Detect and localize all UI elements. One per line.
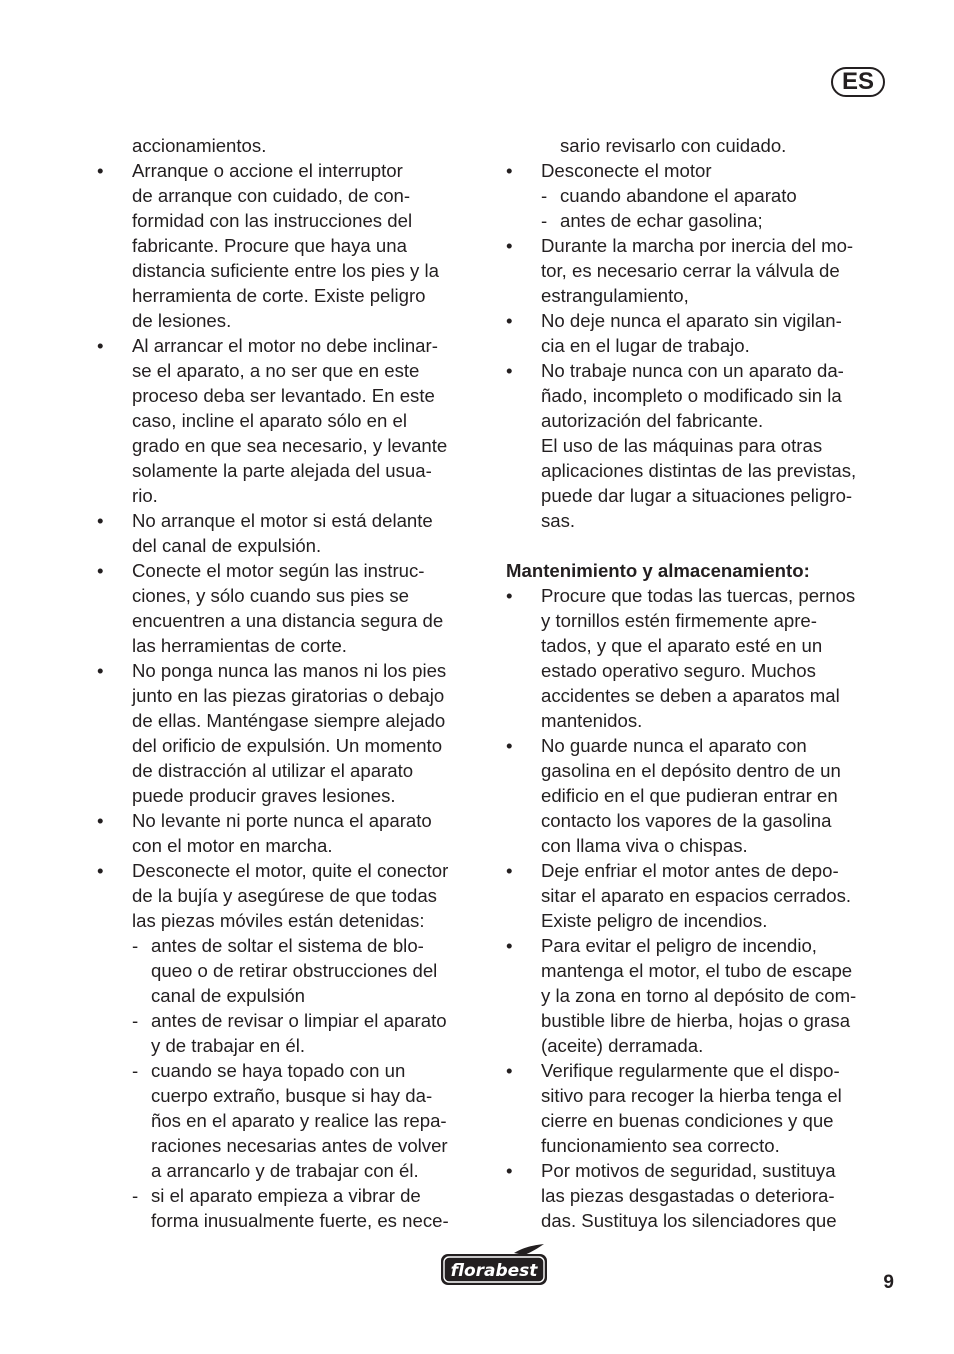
sub-item [96, 1008, 484, 1033]
bullet-item [96, 658, 484, 683]
continuation-text: mantenga el motor, el tubo de escape [541, 960, 853, 981]
bullet-item [96, 333, 484, 358]
text-line [96, 133, 484, 158]
text-line [96, 208, 484, 233]
continuation-text: las piezas desgastadas o deteriora- [541, 1185, 835, 1206]
continuation-text: bustible libre de hierba, hojas o grasa [541, 1010, 851, 1031]
continuation-text: fabricante. Procure que haya una [132, 235, 407, 256]
text-line [505, 958, 895, 983]
bullet-item [505, 233, 895, 258]
bullet-text: Conecte el motor según las instruc- [132, 560, 425, 581]
bullet-item [505, 1058, 895, 1083]
bullet-text: Verifique regularmente que el dispo- [541, 1060, 840, 1081]
dash-marker: - [132, 1010, 139, 1031]
continuation-text: ños en el aparato y realice las repa- [151, 1110, 447, 1131]
continuation-text: sitivo para recoger la hierba tenga el [541, 1085, 842, 1106]
bullet-item [505, 583, 895, 608]
continuation-text: estado operativo seguro. Muchos [541, 660, 816, 681]
dash-marker: - [541, 210, 548, 231]
text-line [505, 383, 895, 408]
text-line [505, 658, 895, 683]
continuation-text: y tornillos estén firmemente apre- [541, 610, 817, 631]
bullet-marker: • [97, 160, 104, 181]
text-line [96, 533, 484, 558]
right-column [505, 133, 895, 1233]
bullet-text: Procure que todas las tuercas, pernos [541, 585, 856, 606]
bullet-item [96, 808, 484, 833]
text-line [505, 483, 895, 508]
continuation-text: contacto los vapores de la gasolina [541, 810, 832, 831]
continuation-text: formidad con las instrucciones del [132, 210, 413, 231]
bullet-text: No arranque el motor si está delante [132, 510, 433, 531]
continuation-text: raciones necesarias antes de volver [151, 1135, 448, 1156]
bullet-item [96, 858, 484, 883]
bullet-text: Para evitar el peligro de incendio, [541, 935, 817, 956]
bullet-text: Deje enfriar el motor antes de depo- [541, 860, 839, 881]
text-line [96, 383, 484, 408]
sub-item [96, 933, 484, 958]
text-line [96, 833, 484, 858]
continuation-text: con llama viva o chispas. [541, 835, 748, 856]
continuation-text: herramienta de corte. Existe peligro [132, 285, 426, 306]
bullet-text: Arranque o accione el interruptor [132, 160, 403, 181]
continuation-text: rio. [132, 485, 158, 506]
bullet-marker: • [97, 660, 104, 681]
text-line [96, 983, 484, 1008]
text-line [505, 883, 895, 908]
continuation-text: accionamientos. [132, 135, 267, 156]
continuation-text: ñado, incompleto o modificado sin la [541, 385, 842, 406]
text-line [96, 358, 484, 383]
florabest-logo [438, 1244, 550, 1288]
bullet-item [96, 158, 484, 183]
continuation-text: autorización del fabricante. [541, 410, 764, 431]
dash-marker: - [132, 1185, 139, 1206]
text-line [505, 433, 895, 458]
bullet-text: No ponga nunca las manos ni los pies [132, 660, 447, 681]
bullet-text: Al arrancar el motor no debe inclinar- [132, 335, 438, 356]
text-line [96, 1158, 484, 1183]
text-line [505, 683, 895, 708]
continuation-text: las piezas móviles están detenidas: [132, 910, 425, 931]
text-line [505, 1208, 895, 1233]
bullet-text: Desconecte el motor, quite el conector [132, 860, 449, 881]
text-line [96, 633, 484, 658]
bullet-marker: • [506, 1060, 513, 1081]
sub-item-text: antes de echar gasolina; [560, 210, 763, 231]
continuation-text: forma inusualmente fuerte, es nece- [151, 1210, 449, 1231]
continuation-text: cierre en buenas condiciones y que [541, 1110, 834, 1131]
sub-item [505, 183, 895, 208]
bullet-marker: • [506, 1160, 513, 1181]
bullet-marker: • [97, 860, 104, 881]
text-line [96, 283, 484, 308]
text-line [505, 1008, 895, 1033]
continuation-text: de ellas. Manténgase siempre alejado [132, 710, 446, 731]
text-line [505, 908, 895, 933]
continuation-text: distancia suficiente entre los pies y la [132, 260, 439, 281]
text-line [505, 508, 895, 533]
text-line [505, 258, 895, 283]
bullet-marker: • [97, 510, 104, 531]
continuation-text: queo o de retirar obstrucciones del [151, 960, 438, 981]
text-line [96, 958, 484, 983]
sub-item [96, 1183, 484, 1208]
continuation-text: ciones, y sólo cuando sus pies se [132, 585, 409, 606]
text-line [96, 258, 484, 283]
bullet-text: No deje nunca el aparato sin vigilan- [541, 310, 842, 331]
text-line [505, 758, 895, 783]
dash-marker: - [132, 935, 139, 956]
text-line [505, 708, 895, 733]
sub-item-text: antes de soltar el sistema de blo- [151, 935, 424, 956]
continuation-text: edificio en el que pudieran entrar en [541, 785, 838, 806]
text-line [96, 233, 484, 258]
text-line [96, 683, 484, 708]
continuation-text: estrangulamiento, [541, 285, 689, 306]
bullet-item [505, 733, 895, 758]
bullet-marker: • [506, 735, 513, 756]
text-line [505, 408, 895, 433]
text-line [505, 458, 895, 483]
continuation-text: se el aparato, a no ser que en este [132, 360, 420, 381]
text-line [505, 608, 895, 633]
bullet-item [505, 308, 895, 333]
continuation-text: accidentes se deben a aparatos mal [541, 685, 840, 706]
bullet-item [96, 558, 484, 583]
text-line [96, 433, 484, 458]
bullet-marker: • [506, 235, 513, 256]
left-column [96, 133, 484, 1233]
sub-item [505, 208, 895, 233]
continuation-text: sas. [541, 510, 576, 531]
continuation-text: solamente la parte alejada del usua- [132, 460, 432, 481]
text-line [505, 808, 895, 833]
bullet-item [505, 1158, 895, 1183]
bullet-marker: • [506, 360, 513, 381]
text-line [505, 833, 895, 858]
svg-text:florabest: florabest [450, 1261, 538, 1281]
bullet-text: Por motivos de seguridad, sustituya [541, 1160, 836, 1181]
continuation-text: caso, incline el aparato sólo en el [132, 410, 407, 431]
continuation-text: El uso de las máquinas para otras [541, 435, 823, 456]
continuation-text: de arranque con cuidado, de con- [132, 185, 411, 206]
text-line [96, 458, 484, 483]
text-line [505, 1083, 895, 1108]
bullet-text: No trabaje nunca con un aparato da- [541, 360, 844, 381]
bullet-item [505, 858, 895, 883]
bullet-marker: • [97, 560, 104, 581]
sub-item [96, 1058, 484, 1083]
text-line [505, 633, 895, 658]
text-line [505, 283, 895, 308]
continuation-text: de lesiones. [132, 310, 232, 331]
continuation-text: sitar el aparato en espacios cerrados. [541, 885, 852, 906]
text-line [96, 783, 484, 808]
text-line [96, 908, 484, 933]
bullet-text: No guarde nunca el aparato con [541, 735, 807, 756]
bullet-text: Desconecte el motor [541, 160, 712, 181]
bullet-marker: • [506, 860, 513, 881]
sub-item-text: cuando se haya topado con un [151, 1060, 406, 1081]
continuation-text: cia en el lugar de trabajo. [541, 335, 750, 356]
text-line [96, 758, 484, 783]
continuation-text: de la bujía y asegúrese de que todas [132, 885, 437, 906]
continuation-text: con el motor en marcha. [132, 835, 333, 856]
bullet-text: Durante la marcha por inercia del mo- [541, 235, 854, 256]
continuation-text: tados, y que el aparato esté en un [541, 635, 823, 656]
bullet-marker: • [97, 335, 104, 356]
continuation-text: y de trabajar en él. [151, 1035, 306, 1056]
bullet-marker: • [506, 935, 513, 956]
continuation-text: proceso deba ser levantado. En este [132, 385, 435, 406]
dash-marker: - [132, 1060, 139, 1081]
text-line [96, 1083, 484, 1108]
language-badge: ES [831, 67, 885, 97]
bullet-item [505, 933, 895, 958]
page-number: 9 [883, 1272, 894, 1293]
text-line [505, 1133, 895, 1158]
section-heading-text: Mantenimiento y almacenamiento: [506, 560, 810, 581]
continuation-text: (aceite) derramada. [541, 1035, 704, 1056]
text-line [505, 133, 895, 158]
text-line [96, 308, 484, 333]
continuation-text: sario revisarlo con cuidado. [560, 135, 787, 156]
text-line [96, 1208, 484, 1233]
sub-item-text: si el aparato empieza a vibrar de [151, 1185, 421, 1206]
continuation-text: funcionamiento sea correcto. [541, 1135, 780, 1156]
text-line [96, 1108, 484, 1133]
text-line [505, 783, 895, 808]
continuation-text: del orificio de expulsión. Un momento [132, 735, 443, 756]
text-line [505, 333, 895, 358]
text-line [96, 608, 484, 633]
text-line [96, 1133, 484, 1158]
text-line [96, 408, 484, 433]
continuation-text: Existe peligro de incendios. [541, 910, 768, 931]
sub-item-text: antes de revisar o limpiar el aparato [151, 1010, 447, 1031]
bullet-marker: • [97, 810, 104, 831]
continuation-text: puede producir graves lesiones. [132, 785, 396, 806]
bullet-item [505, 358, 895, 383]
text-line [96, 183, 484, 208]
continuation-text: mantenidos. [541, 710, 643, 731]
text-line [96, 1033, 484, 1058]
text-line [96, 708, 484, 733]
continuation-text: las herramientas de corte. [132, 635, 347, 656]
bullet-marker: • [506, 310, 513, 331]
continuation-text: aplicaciones distintas de las previstas, [541, 460, 857, 481]
continuation-text: y la zona en torno al depósito de com- [541, 985, 857, 1006]
continuation-text: das. Sustituya los silenciadores que [541, 1210, 837, 1231]
text-line [505, 1033, 895, 1058]
bullet-item [505, 158, 895, 183]
text-line [96, 483, 484, 508]
text-line [505, 983, 895, 1008]
dash-marker: - [541, 185, 548, 206]
continuation-text: de distracción al utilizar el aparato [132, 760, 414, 781]
sub-item-text: cuando abandone el aparato [560, 185, 797, 206]
text-line [505, 1108, 895, 1133]
continuation-text: gasolina en el depósito dentro de un [541, 760, 841, 781]
text-line [96, 733, 484, 758]
text-line [96, 883, 484, 908]
continuation-text: del canal de expulsión. [132, 535, 322, 556]
continuation-text: a arrancarlo y de trabajar con él. [151, 1160, 419, 1181]
text-line [96, 583, 484, 608]
continuation-text: tor, es necesario cerrar la válvula de [541, 260, 840, 281]
continuation-text: junto en las piezas giratorias o debajo [132, 685, 445, 706]
bullet-item [96, 508, 484, 533]
blank-line [505, 533, 895, 558]
continuation-text: encuentren a una distancia segura de [132, 610, 444, 631]
bullet-marker: • [506, 160, 513, 181]
bullet-marker: • [506, 585, 513, 606]
bullet-text: No levante ni porte nunca el aparato [132, 810, 432, 831]
text-line [505, 1183, 895, 1208]
continuation-text: cuerpo extraño, busque si hay da- [151, 1085, 433, 1106]
continuation-text: puede dar lugar a situaciones peligro- [541, 485, 853, 506]
continuation-text: grado en que sea necesario, y levante [132, 435, 448, 456]
section-heading [505, 558, 895, 583]
continuation-text: canal de expulsión [151, 985, 306, 1006]
